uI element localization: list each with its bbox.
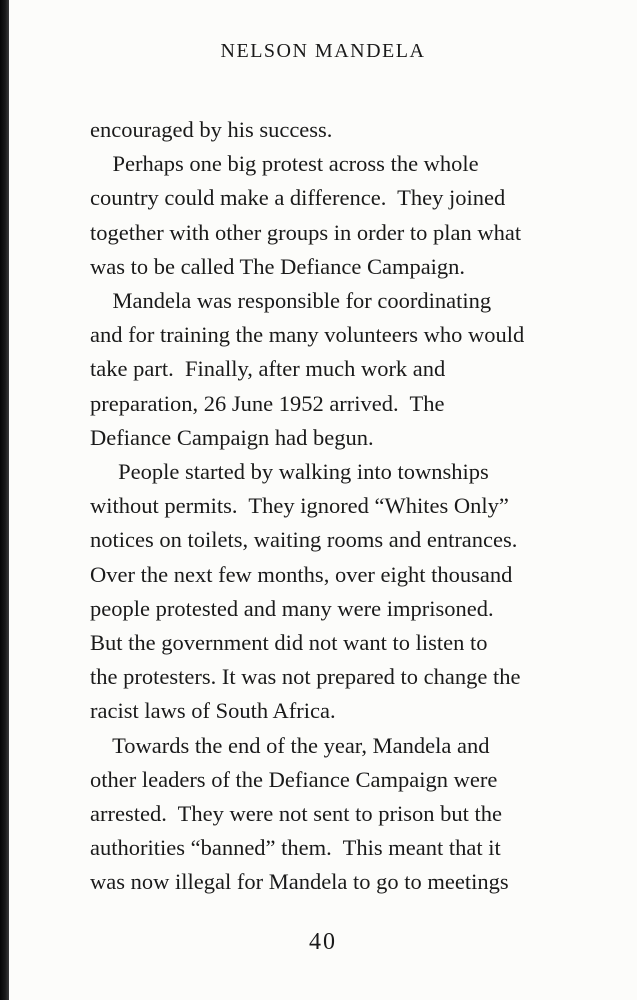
text-line: authorities “banned” them. This meant that it — [90, 835, 501, 861]
text-line: racist laws of South Africa. — [90, 698, 336, 724]
text-line: Perhaps one big protest across the whole — [90, 151, 479, 177]
text-line: notices on toilets, waiting rooms and entrances. — [90, 527, 518, 553]
text-line: Defiance Campaign had begun. — [90, 424, 374, 450]
book-spine-edge — [0, 0, 9, 1000]
text-line: People started by walking into townships — [90, 459, 489, 485]
text-line: without permits. They ignored “Whites Only” — [90, 493, 509, 519]
book-page — [9, 0, 637, 1000]
body-text — [90, 113, 610, 900]
running-head: NELSON MANDELA — [220, 40, 426, 62]
text-line: the protesters. It was not prepared to change the — [90, 664, 521, 690]
text-line: Over the next few months, over eight thousand — [90, 561, 513, 587]
text-line: encouraged by his success. — [90, 117, 333, 142]
text-line: arrested. They were not sent to prison but the — [90, 801, 502, 827]
text-line: preparation, 26 June 1952 arrived. The — [90, 390, 445, 416]
text-line: was to be called The Defiance Campaign. — [90, 253, 466, 279]
text-line: together with other groups in order to plan what — [90, 219, 522, 245]
text-line: and for training the many volunteers who would — [90, 322, 525, 348]
text-line: was now illegal for Mandela to go to meetings — [90, 869, 509, 895]
text-line: country could make a difference. They joined — [90, 185, 506, 211]
text-line: take part. Finally, after much work and — [90, 356, 446, 382]
text-line: people protested and many were imprisoned. — [90, 595, 494, 621]
text-line: Towards the end of the year, Mandela and — [90, 732, 490, 758]
text-line: other leaders of the Defiance Campaign were — [90, 766, 498, 792]
text-line: Mandela was responsible for coordinating — [90, 288, 492, 314]
text-line: But the government did not want to listen to — [90, 630, 488, 656]
page-number: 40 — [309, 929, 337, 955]
